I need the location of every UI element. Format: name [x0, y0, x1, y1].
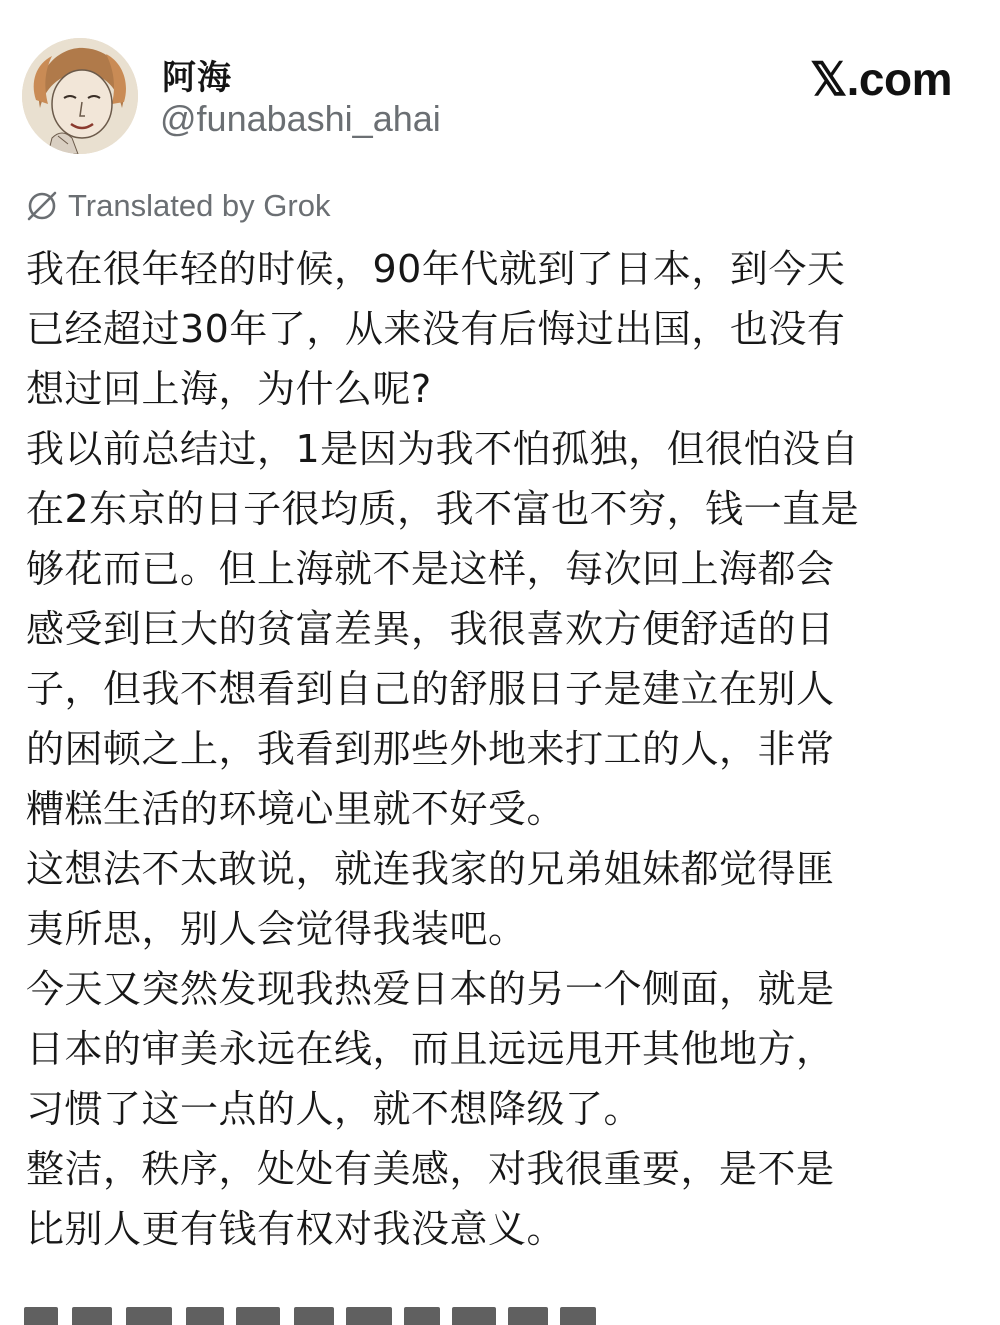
- cropped-glyph: [404, 1307, 440, 1325]
- post-text-line: 日本的审美永远在线，而且远远甩开其他地方，: [26, 1027, 835, 1071]
- post-text-line: 在2东京的日子很均质，我不富也不穷，钱一直是: [26, 487, 860, 531]
- post-text-line: 已经超过30年了，从来没有后悔过出国，也没有: [26, 307, 846, 351]
- post-text-line: 整洁，秩序，处处有美感，对我很重要，是不是: [26, 1147, 835, 1191]
- author-name[interactable]: 阿海: [162, 58, 232, 98]
- cropped-glyph: [236, 1307, 280, 1325]
- post-text-line: 今天又突然发现我热爱日本的另一个侧面，就是: [26, 967, 835, 1011]
- post-text-line: 想过回上海，为什么呢?: [26, 367, 432, 411]
- cropped-glyph: [72, 1307, 112, 1325]
- avatar[interactable]: [22, 38, 138, 154]
- x-logo-watermark: 𝕏.com: [810, 53, 952, 105]
- post-text-line: 这想法不太敢说，就连我家的兄弟姐妹都觉得匪: [26, 847, 835, 891]
- post-text-line: 糟糕生活的环境心里就不好受。: [26, 787, 566, 831]
- post-text-line: 夷所思，别人会觉得我装吧。: [26, 907, 527, 951]
- cropped-next-line: [0, 1295, 1000, 1325]
- avatar-image: [22, 38, 138, 154]
- cropped-glyph: [186, 1307, 224, 1325]
- cropped-glyph: [126, 1307, 172, 1325]
- author-handle[interactable]: @funabashi_ahai: [160, 98, 441, 139]
- cropped-glyph: [560, 1307, 596, 1325]
- post-header: [22, 38, 962, 158]
- post-text-line: 的困顿之上，我看到那些外地来打工的人，非常: [26, 727, 835, 771]
- translation-note: [24, 186, 330, 226]
- translation-label: Translated by Grok: [68, 188, 331, 223]
- post-text-line: 习惯了这一点的人，就不想降级了。: [26, 1087, 643, 1131]
- cropped-glyph: [452, 1307, 496, 1325]
- post-text-line: 我在很年轻的时候，90年代就到了日本，到今天: [26, 247, 846, 291]
- cropped-glyph: [346, 1307, 392, 1325]
- post-text-line: 感受到巨大的贫富差異，我很喜欢方便舒适的日: [26, 607, 835, 651]
- cropped-glyph: [24, 1307, 58, 1325]
- post-text: [26, 239, 971, 1259]
- grok-icon: [24, 188, 60, 224]
- post-text-line: 比别人更有钱有权对我没意义。: [26, 1207, 566, 1251]
- cropped-glyph: [294, 1307, 334, 1325]
- post-text-line: 够花而已。但上海就不是这样，每次回上海都会: [26, 547, 835, 591]
- post-text-line: 子，但我不想看到自己的舒服日子是建立在别人: [26, 667, 835, 711]
- post-text-line: 我以前总结过，1是因为我不怕孤独，但很怕没自: [26, 427, 860, 471]
- cropped-glyph: [508, 1307, 548, 1325]
